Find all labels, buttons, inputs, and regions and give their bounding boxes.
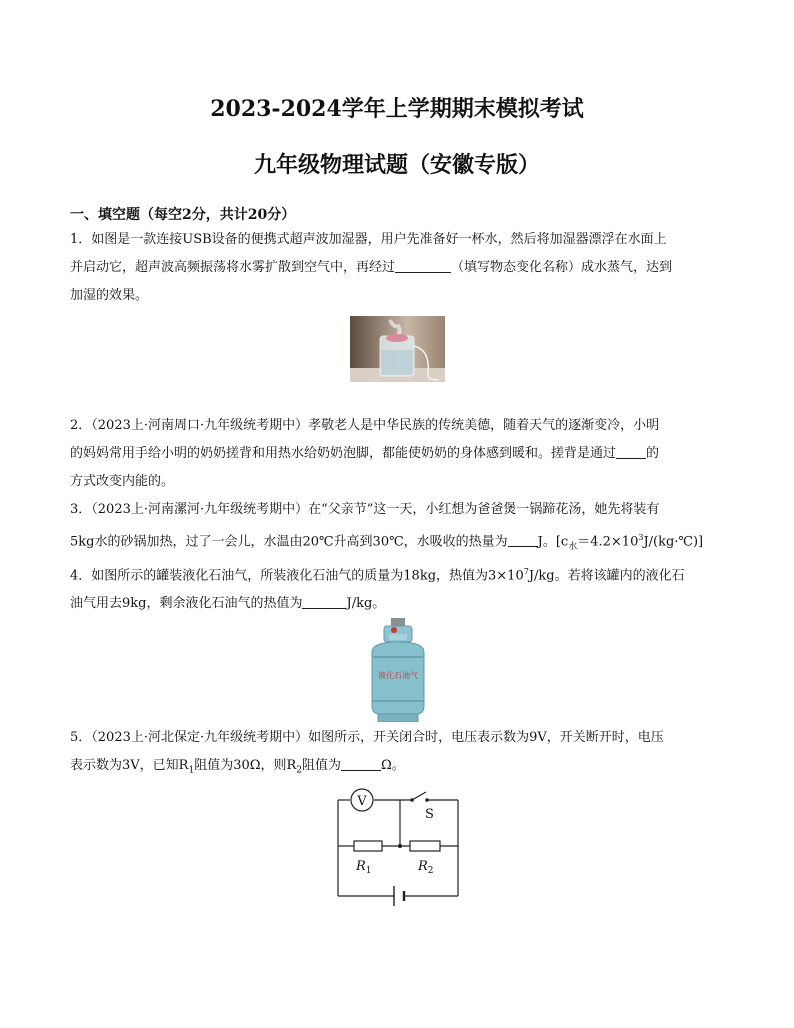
resistor-r1 — [354, 841, 382, 851]
switch-contact — [425, 798, 429, 802]
q2-text: 的妈妈常用手给小明的奶奶搓背和用热水给奶奶泡脚，都能使奶奶的身体感到暖和。搓背是通过 — [70, 446, 617, 461]
switch-label: S — [425, 807, 434, 822]
q2-line3: 方式改变内能的。 — [70, 474, 175, 489]
r1-subscript: 1 — [365, 866, 372, 876]
q1-text: （填写物态变化名称）成水蒸气，达到 — [451, 260, 673, 275]
voltmeter-label: V — [357, 794, 367, 809]
q5-text: Ω。 — [381, 758, 405, 773]
junction-dot — [398, 844, 402, 848]
question-5 — [70, 724, 730, 785]
q4-superscript: 7 — [523, 567, 529, 576]
q5-text: 阻值为30Ω，则R — [194, 758, 297, 773]
switch-contact — [410, 798, 414, 802]
q5-line1: 5．（2023上·河北保定·九年级统考期中）如图所示，开关闭合时，电压表示数为9V，开关断开时，电压 — [70, 730, 664, 745]
q5-text: 表示数为3V，已知R — [70, 758, 189, 773]
q5-line2 — [70, 752, 730, 785]
svg-text:R2 — [417, 859, 434, 876]
answer-blank[interactable] — [395, 258, 451, 273]
q3-text: ＝4.2×10 — [577, 534, 639, 550]
q2-line1: 2．（2023上·河南周口·九年级统考期中）孝敬老人是中华民族的传统美德，随着天气的逐渐变冷，小明 — [70, 418, 660, 433]
circuit-diagram — [330, 788, 470, 912]
page-subtitle: 九年级物理试题（安徽专版） — [253, 152, 540, 178]
q3-subscript: 水 — [568, 541, 578, 552]
q4-text: 4．如图所示的罐装液化石油气，所装液化石油气的质量为18kg，热值为3×10 — [70, 568, 524, 584]
question-2 — [70, 412, 730, 496]
q2-text: 的 — [646, 446, 660, 461]
q5-text: 阻值为 — [302, 758, 342, 773]
humidifier-photo — [350, 316, 445, 382]
question-3 — [70, 496, 730, 561]
section-heading: 一、填空题（每空2分，共计20分） — [70, 207, 296, 223]
question-1 — [70, 226, 730, 310]
q3-text: J/(kg·℃)] — [643, 534, 704, 550]
r2-subscript: 2 — [427, 866, 434, 876]
q1-line3: 加湿的效果。 — [70, 288, 149, 303]
q3-text: J。[c — [537, 534, 569, 550]
resistor-r2 — [410, 841, 440, 851]
answer-blank[interactable] — [616, 444, 646, 459]
question-4 — [70, 558, 730, 618]
q4-text: J/kg。若将该罐内的液化石 — [528, 568, 685, 584]
q4-text: J/kg。 — [346, 596, 386, 612]
tank-label: 液化石油气 — [378, 671, 418, 680]
q2-line2 — [70, 440, 730, 468]
r2-label: R — [418, 859, 428, 874]
page-title: 2023-2024学年上学期期末模拟考试 — [210, 96, 584, 122]
q1-line2 — [70, 254, 730, 282]
q3-superscript: 3 — [638, 533, 644, 542]
answer-blank[interactable] — [302, 594, 346, 609]
answer-blank[interactable] — [341, 756, 381, 771]
q3-line2 — [70, 524, 730, 561]
r1-label: R — [356, 859, 366, 874]
q4-text: 油气用去9kg，剩余液化石油气的热值为 — [70, 596, 303, 612]
q1-line1: 1．如图是一款连接USB设备的便携式超声波加湿器，用户先准备好一杯水，然后将加湿器漂浮在水面上 — [70, 232, 667, 247]
answer-blank[interactable] — [508, 532, 538, 547]
q3-line1: 3．（2023上·河南漯河·九年级统考期中）在“父亲节”这一天，小红想为爸爸煲一锅蹄花汤，她先将装有 — [70, 502, 660, 517]
q3-text: 5kg水的砂锅加热，过了一会儿，水温由20℃升高到30℃，水吸收的热量为 — [70, 534, 508, 550]
q5-subscript: 2 — [296, 765, 303, 776]
q4-line2 — [70, 590, 730, 618]
svg-text:R1 — [355, 859, 372, 876]
q4-line1 — [70, 558, 730, 590]
q1-text: 并启动它，超声波高频振荡将水雾扩散到空气中，再经过 — [70, 260, 396, 275]
q5-subscript: 1 — [188, 765, 195, 776]
gas-tank-image — [364, 618, 432, 722]
